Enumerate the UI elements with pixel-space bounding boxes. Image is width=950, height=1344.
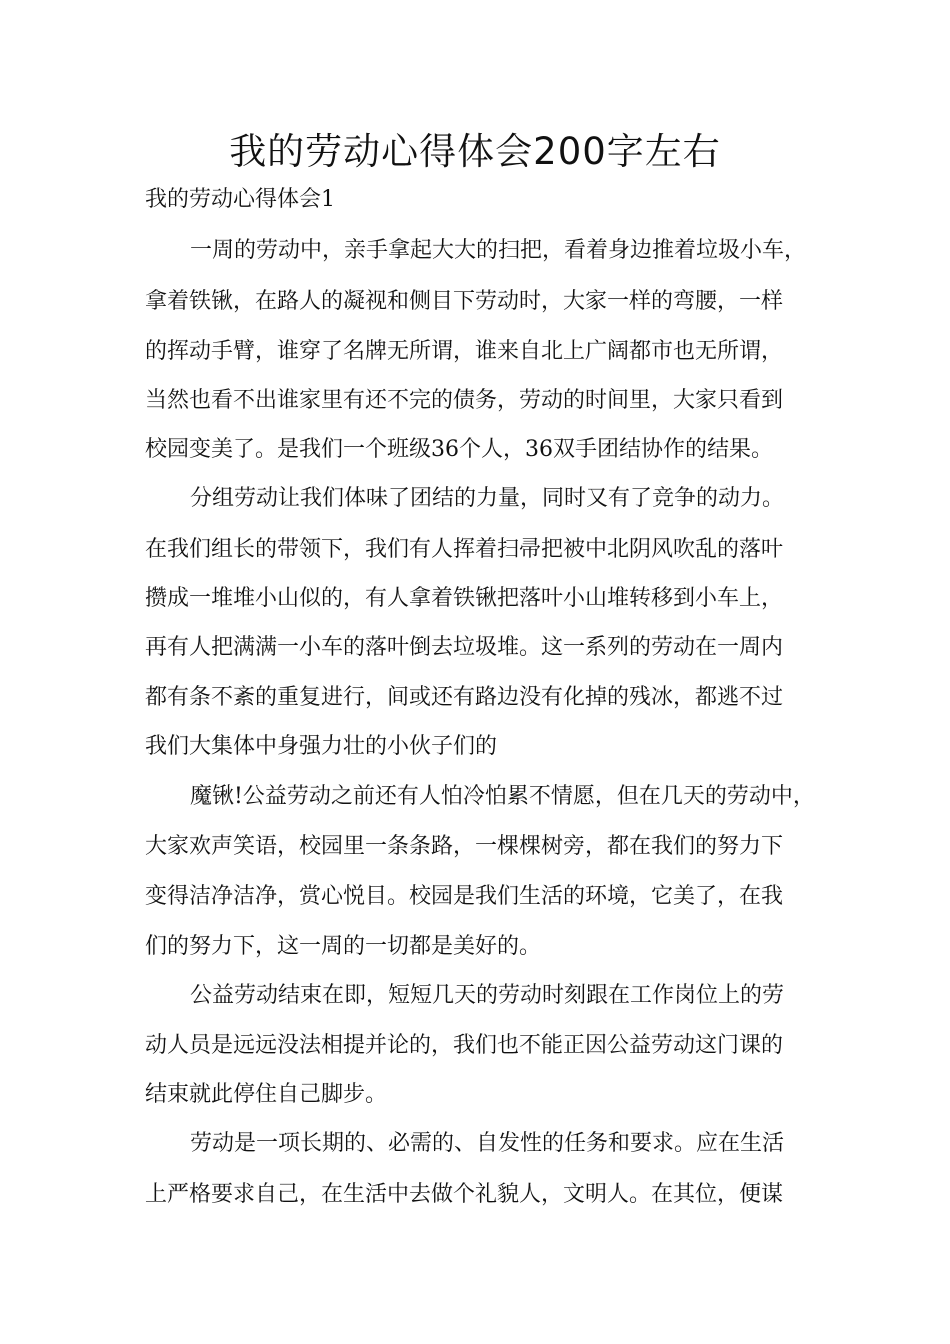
paragraph-line: 一周的劳动中，亲手拿起大大的扫把，看着身边推着垃圾小车， bbox=[190, 238, 807, 263]
paragraph-line: 大家欢声笑语，校园里一条条路，一棵棵树旁，都在我们的努力下 bbox=[145, 834, 784, 859]
paragraph-line: 动人员是远远没法相提并论的，我们也不能正因公益劳动这门课的 bbox=[145, 1033, 784, 1058]
section-heading: 我的劳动心得体会1 bbox=[145, 187, 335, 212]
paragraph-line: 攒成一堆堆小山似的，有人拿着铁锹把落叶小山堆转移到小车上， bbox=[145, 586, 784, 611]
paragraph-line: 公益劳动结束在即，短短几天的劳动时刻跟在工作岗位上的劳 bbox=[190, 983, 785, 1008]
paragraph-line: 上严格要求自己，在生活中去做个礼貌人，文明人。在其位，便谋 bbox=[145, 1182, 784, 1207]
paragraph-line: 的挥动手臂，谁穿了名牌无所谓，谁来自北上广阔都市也无所谓， bbox=[145, 339, 784, 364]
paragraph-line: 变得洁净洁净，赏心悦目。校园是我们生活的环境，它美了，在我 bbox=[145, 884, 784, 909]
paragraph-line: 再有人把满满一小车的落叶倒去垃圾堆。这一系列的劳动在一周内 bbox=[145, 635, 784, 660]
paragraph-line: 拿着铁锹，在路人的凝视和侧目下劳动时，大家一样的弯腰，一样 bbox=[145, 289, 784, 314]
paragraph-line: 魔锹!公益劳动之前还有人怕冷怕累不情愿，但在几天的劳动中， bbox=[190, 784, 815, 809]
paragraph-line: 分组劳动让我们体味了团结的力量，同时又有了竞争的动力。 bbox=[190, 486, 785, 511]
paragraph-line: 结束就此停住自己脚步。 bbox=[145, 1082, 388, 1107]
paragraph-line: 当然也看不出谁家里有还不完的债务，劳动的时间里，大家只看到 bbox=[145, 388, 784, 413]
paragraph-line: 我们大集体中身强力壮的小伙子们的 bbox=[145, 734, 498, 759]
paragraph-line: 在我们组长的带领下，我们有人挥着扫帚把被中北阴风吹乱的落叶 bbox=[145, 537, 784, 562]
paragraph-line: 校园变美了。是我们一个班级36个人，36双手团结协作的结果。 bbox=[145, 437, 773, 462]
paragraph-line: 劳动是一项长期的、必需的、自发性的任务和要求。应在生活 bbox=[190, 1131, 785, 1156]
paragraph-line: 都有条不紊的重复进行，间或还有路边没有化掉的残冰，都逃不过 bbox=[145, 685, 784, 710]
document-title: 我的劳动心得体会200字左右 bbox=[229, 130, 721, 173]
paragraph-line: 们的努力下，这一周的一切都是美好的。 bbox=[145, 934, 542, 959]
